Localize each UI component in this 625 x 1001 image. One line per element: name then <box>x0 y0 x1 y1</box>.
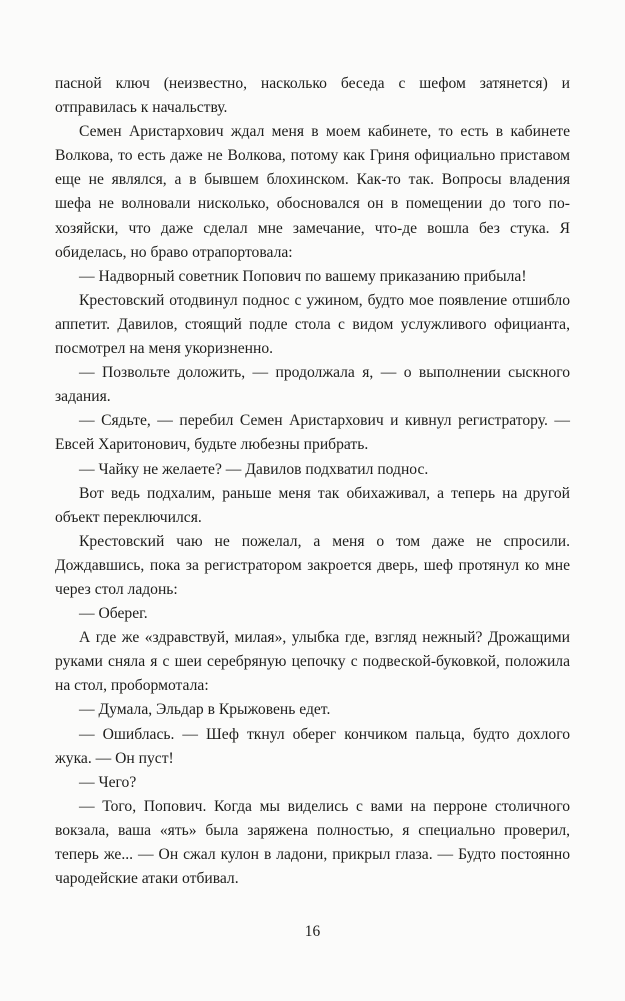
paragraph: — Того, Попович. Когда мы виделись с вами на перроне столичного вокзала, ваша «ять» была заряжена полностью, я специально проверил, теперь же... — Он сжал кулон в ладони, прикрыл глаза. — Будто постоянно чародейские атаки отбивал. <box>55 797 570 888</box>
paragraph: Крестовский отодвинул поднос с ужином, будто мое появление отшибло аппетит. Давилов, стоящий подле стола с видом услужливого официанта, посмотрел на меня укоризненно. <box>55 291 570 358</box>
paragraph: А где же «здравствуй, милая», улыбка где, взгляд нежный? Дрожащими руками сняла я с шеи серебряную цепочку с подвеской-буковкой, положила на стол, пробормотала: <box>55 629 570 695</box>
paragraph: — Ошиблась. — Шеф ткнул оберег кончиком пальца, будто дохлого жука. — Он пуст! <box>55 725 570 767</box>
page-number: 16 <box>304 923 321 940</box>
paragraph: Вот ведь подхалим, раньше меня так обихаживал, а теперь на другой объект переключился. <box>55 484 570 526</box>
paragraph: — Оберег. <box>79 605 148 623</box>
paragraph: — Позвольте доложить, — продолжала я, — о выполнении сыскного задания. <box>55 364 570 406</box>
paragraph: пасной ключ (неизвестно, насколько беседа с шефом затянется) и отправилась к начальству. <box>55 75 570 117</box>
paragraph: — Надворный советник Попович по вашему приказанию прибыла! <box>79 267 527 285</box>
body-text <box>55 72 570 891</box>
paragraph: — Чайку не желаете? — Давилов подхватил поднос. <box>79 460 429 478</box>
paragraph: Семен Аристархович ждал меня в моем кабинете, то есть в кабинете Волкова, то есть даже не Волкова, потому как Гриня официально приставом еще не являлся, а в бывшем блохинском. Как-то так. Вопросы владения шефа не волновали нисколько, обосновался он в помещении до того по-хозяйски, что даже сделал мне замечание, что-де вошла без стука. Я обиделась, но браво отрапортовала: <box>55 123 570 261</box>
paragraph: — Сядьте, — перебил Семен Аристархович и кивнул регистратору. — Евсей Харитонович, будьте любезны прибрать. <box>55 412 570 454</box>
paragraph: — Чего? <box>79 773 137 791</box>
paragraph: — Думала, Эльдар в Крыжовень едет. <box>79 701 331 719</box>
paragraph: Крестовский чаю не пожелал, а меня о том даже не спросили. Дождавшись, пока за регистратором закроется дверь, шеф протянул ко мне через стол ладонь: <box>55 532 570 598</box>
